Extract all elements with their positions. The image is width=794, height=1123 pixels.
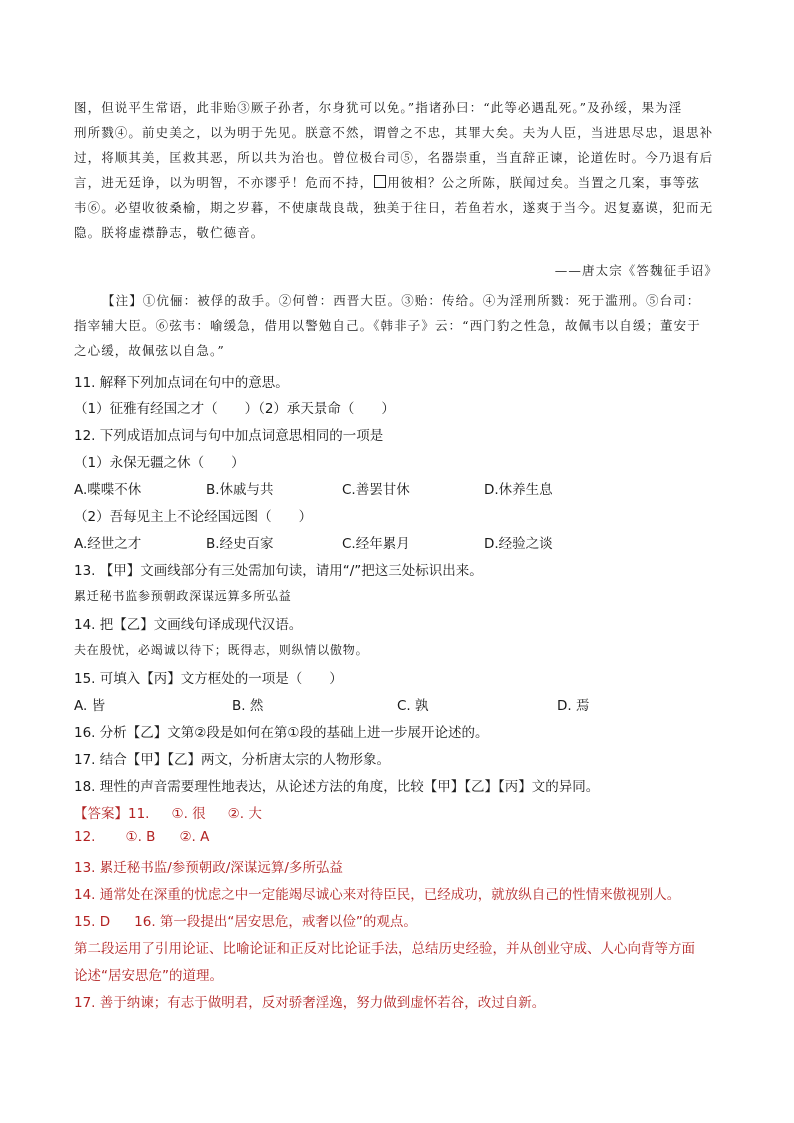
passage-line-4-part2: 用彼相？公之所陈，朕闻过矣。当置之几案，事等弦 (387, 175, 701, 190)
question-18: 18. 理性的声音需要理性地表达，从论述方法的角度，比较【甲】【乙】【丙】文的异同。 (74, 779, 600, 795)
answer-11-number: 11. (128, 806, 150, 822)
answer-11-part2: ②. 大 (227, 806, 262, 822)
passage-line-2: 刑所戮④。前史美之，以为明于先见。朕意不然，谓曾之不忠，其罪大矣。夫为人臣，当进思尽忠，退思补 (74, 125, 714, 140)
q12-sub2-option-a: A.经世之才 (74, 536, 142, 552)
answer-16: 16. 第一段提出“居安思危，戒奢以俭”的观点。 (134, 914, 417, 930)
q15-option-d: D. 焉 (557, 698, 590, 714)
answer-12-part2: ②. A (179, 829, 210, 845)
question-11: 11. 解释下列加点词在句中的意思。 (74, 375, 289, 391)
q12-sub1-option-c: C.善罢甘休 (342, 482, 410, 498)
question-14-text: 夫在殷忧，必竭诚以待下；既得志，则纵情以傲物。 (74, 643, 369, 657)
q15-option-b: B. 然 (232, 698, 264, 714)
answer-17: 17. 善于纳谏；有志于做明君，反对骄奢淫逸，努力做到虚怀若谷，改过自新。 (74, 995, 546, 1011)
answer-15: 15. D (74, 914, 111, 930)
answer-15-16-row (74, 910, 417, 930)
answer-12-part1: ①. B (125, 829, 156, 845)
q12-sub2-option-b: B.经史百家 (206, 536, 274, 552)
passage-line-3: 过，将顺其美，匡救其恶，所以共为治也。曾位极台司⑤，名器崇重，当直辞正谏，论道佐时。今乃退有后 (74, 150, 714, 165)
q15-option-a: A. 皆 (74, 698, 106, 714)
answer-11-row (74, 802, 262, 822)
note-line-3: 之心缓，故佩弦以自急。” (74, 343, 225, 358)
note-line-2: 指宰辅大臣。⑥弦韦：喻缓急，借用以警勉自己。《韩非子》云：“西门豹之性急，故佩韦以自缓；董安于 (74, 318, 701, 333)
question-12-sub1: （1）永保无疆之休（ ） (74, 455, 245, 471)
answer-12-number: 12. (74, 829, 96, 845)
q12-sub1-option-d: D.休养生息 (484, 482, 553, 498)
passage-line-6: 隐。朕将虚襟静志，敬伫德音。 (74, 225, 265, 240)
answer-13: 13. 累迁秘书监/参预朝政/深谋远算/多所弘益 (74, 860, 343, 876)
answer-11-part1: ①. 很 (171, 806, 206, 822)
note-line-1: 【注】①伉俪：被俘的敌手。②何曾：西晋大臣。③贻：传给。④为淫刑所戮：死于滥刑。⑤台司： (102, 293, 701, 308)
passage-line-4 (74, 170, 722, 195)
passage-line-1: 图，但说平生常语，此非贻③厥子孙者，尔身犹可以免。”指诸孙曰：“此等必遇乱死。”及孙绥，果为淫 (74, 100, 683, 115)
question-15: 15. 可填入【丙】文方框处的一项是（ ） (74, 671, 343, 687)
question-11-items: （1）征雅有经国之才（ ）（2）承天景命（ ） (74, 401, 395, 417)
passage-attribution: ——唐太宗《答魏征手诏》 (554, 263, 718, 278)
question-17: 17. 结合【甲】【乙】两文，分析唐太宗的人物形象。 (74, 752, 391, 768)
question-12: 12. 下列成语加点词与句中加点词意思相同的一项是 (74, 428, 384, 444)
q12-sub1-option-a: A.喋喋不休 (74, 482, 142, 498)
question-12-sub2: （2）吾每见主上不论经国远图（ ） (74, 509, 313, 525)
answer-16-line-2: 第二段运用了引用论证、比喻论证和正反对比论证手法，总结历史经验，并从创业守成、人心向背等方面 (74, 941, 695, 957)
q12-sub1-option-b: B.休戚与共 (206, 482, 274, 498)
question-14: 14. 把【乙】文画线句译成现代汉语。 (74, 617, 303, 633)
question-13: 13. 【甲】文画线部分有三处需加句读，请用“/”把这三处标识出来。 (74, 563, 483, 579)
answer-12-row (74, 829, 209, 845)
passage-line-5: 韦⑥。必望收彼桑榆，期之岁暮，不使康哉良哉，独美于往日，若鱼若水，遂爽于当今。迟复嘉谟，犯而无 (74, 200, 714, 215)
question-13-text: 累迁秘书监参预朝政深谋远算多所弘益 (74, 589, 292, 603)
question-16: 16. 分析【乙】文第②段是如何在第①段的基础上进一步展开论述的。 (74, 725, 489, 741)
passage-line-4-part1: 言，进无廷诤，以为明智，不亦谬乎！危而不持， (74, 175, 374, 190)
blank-box (374, 175, 386, 188)
q12-sub2-option-c: C.经年累月 (342, 536, 410, 552)
answer-16-line-3: 论述“居安思危”的道理。 (74, 968, 223, 984)
answer-label: 【答案】 (74, 806, 128, 822)
q12-sub2-option-d: D.经验之谈 (484, 536, 553, 552)
answer-14: 14. 通常处在深重的忧虑之中一定能竭尽诚心来对待臣民，已经成功，就放纵自己的性情来傲视别人。 (74, 887, 681, 903)
q15-option-c: C. 孰 (397, 698, 429, 714)
